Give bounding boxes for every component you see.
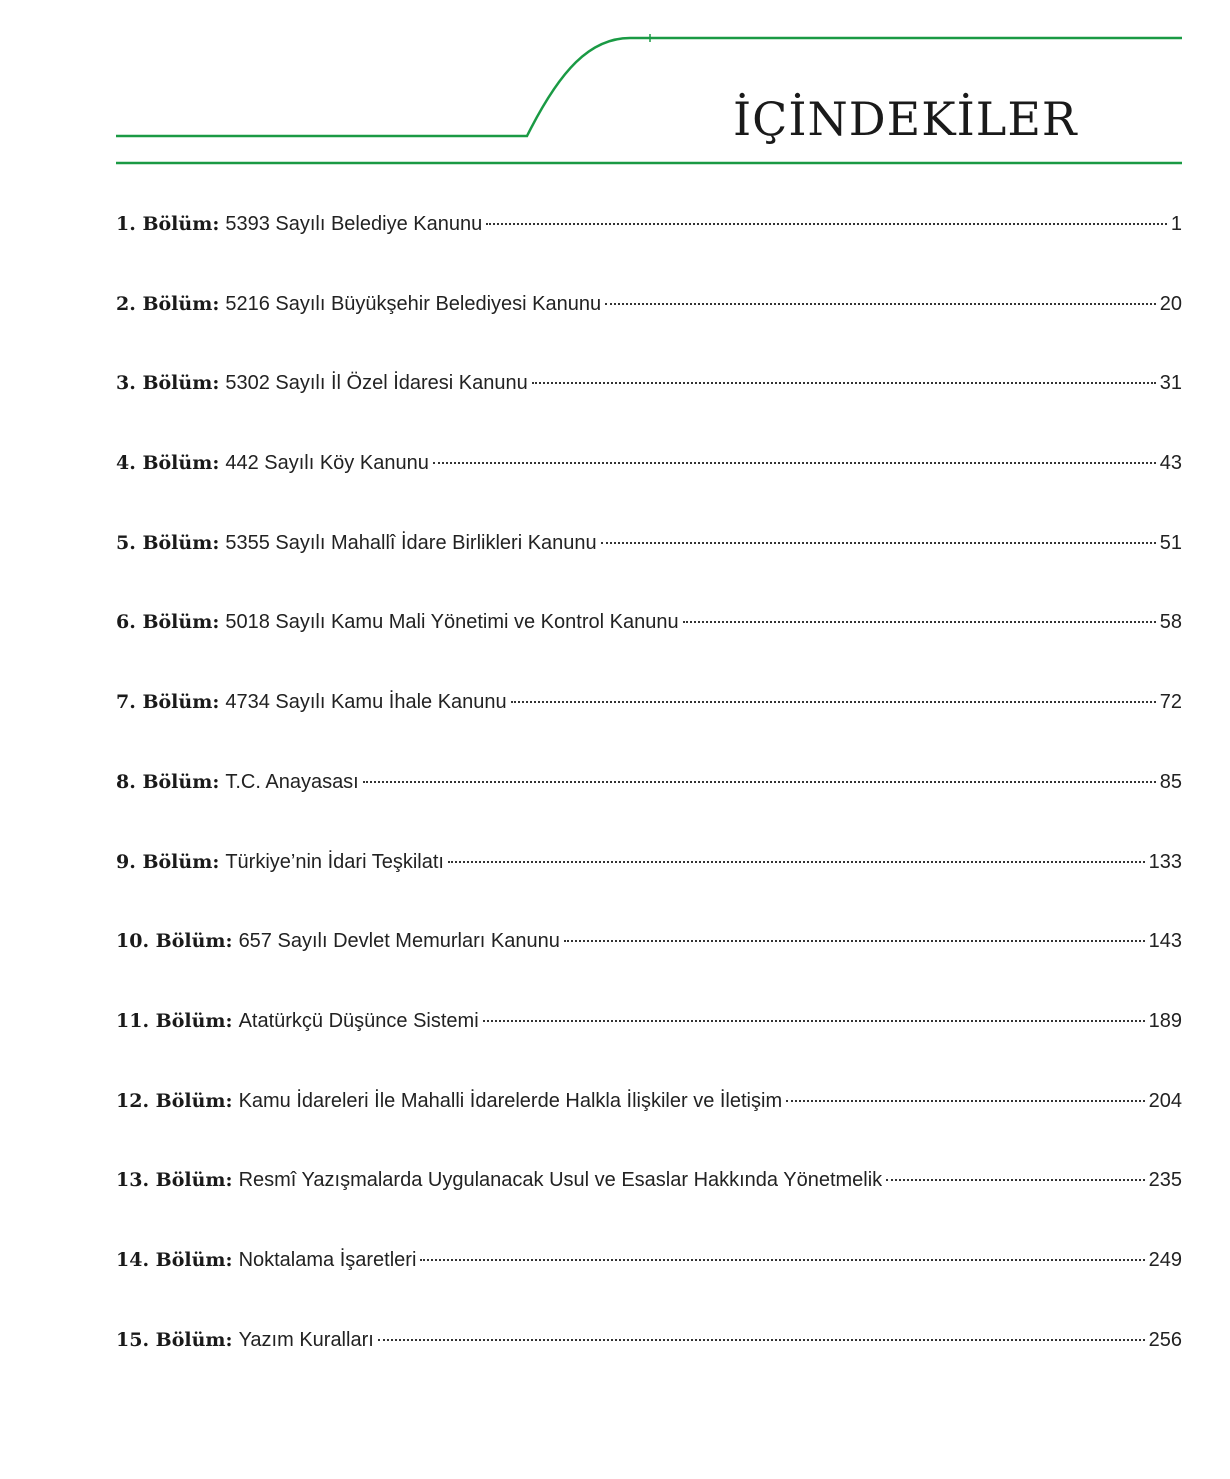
toc-entry-page: 1 [1170, 213, 1182, 235]
toc-entry[interactable] [116, 763, 1182, 843]
toc-entry-title: Yazım Kuralları [238, 1328, 374, 1351]
toc-leader-dots [363, 781, 1156, 783]
toc-entry-page: 72 [1159, 691, 1182, 714]
toc-entry-number: 1. Bölüm: [116, 213, 220, 235]
toc-entry-page: 143 [1148, 930, 1182, 953]
toc-entry-title: T.C. Anayasası [225, 770, 359, 793]
toc-entry-title: 5302 Sayılı İl Özel İdaresi Kanunu [225, 372, 528, 395]
toc-entry[interactable] [116, 1321, 1182, 1401]
toc-entry-number: 7. Bölüm: [116, 691, 220, 714]
toc-leader-dots [683, 621, 1156, 623]
toc-entry[interactable] [116, 1002, 1182, 1082]
toc-entry-number: 14. Bölüm: [116, 1248, 233, 1271]
toc-entry-title: 5393 Sayılı Belediye Kanunu [225, 213, 483, 235]
toc-entry-number: 15. Bölüm: [116, 1328, 233, 1351]
toc-entry-number: 9. Bölüm: [116, 850, 220, 873]
toc-leader-dots [886, 1179, 1144, 1181]
toc-entry-page: 235 [1148, 1169, 1182, 1192]
toc-entry[interactable] [116, 285, 1182, 365]
toc-entry-page: 249 [1148, 1248, 1182, 1271]
toc-entry-title: 5018 Sayılı Kamu Mali Yönetimi ve Kontrol Kanunu [225, 611, 679, 634]
toc-entry-page: 43 [1159, 452, 1182, 475]
toc-entry-title: Kamu İdareleri İle Mahalli İdarelerde Halkla İlişkiler ve İletişim [238, 1089, 783, 1112]
toc-entry-page: 85 [1159, 770, 1182, 793]
toc-entry[interactable] [116, 205, 1182, 285]
toc-entry-page: 133 [1148, 850, 1182, 873]
toc-entry-number: 12. Bölüm: [116, 1089, 233, 1112]
toc-entry-title: Noktalama İşaretleri [238, 1248, 417, 1271]
toc-entry-number: 11. Bölüm: [116, 1009, 233, 1032]
toc-entry-title: 4734 Sayılı Kamu İhale Kanunu [225, 691, 507, 714]
table-of-contents [116, 205, 1182, 1400]
toc-entry[interactable] [116, 1082, 1182, 1162]
toc-entry-page: 204 [1148, 1089, 1182, 1112]
toc-entry-number: 13. Bölüm: [116, 1169, 233, 1192]
toc-entry-title: Atatürkçü Düşünce Sistemi [238, 1009, 479, 1032]
toc-leader-dots [605, 303, 1156, 305]
toc-entry-page: 256 [1148, 1328, 1182, 1351]
toc-leader-dots [420, 1259, 1144, 1261]
toc-entry-number: 6. Bölüm: [116, 611, 220, 634]
toc-entry-number: 10. Bölüm: [116, 930, 233, 953]
toc-leader-dots [483, 1020, 1145, 1022]
toc-entry-number: 8. Bölüm: [116, 770, 220, 793]
toc-entry[interactable] [116, 1241, 1182, 1321]
toc-entry-title: Türkiye’nin İdari Teşkilatı [225, 850, 444, 873]
toc-entry-title: 5355 Sayılı Mahallî İdare Birlikleri Kanunu [225, 531, 597, 554]
toc-leader-dots [378, 1339, 1145, 1341]
toc-entry[interactable] [116, 1161, 1182, 1241]
toc-entry-page: 51 [1159, 531, 1182, 554]
toc-leader-dots [601, 542, 1156, 544]
toc-leader-dots [564, 940, 1145, 942]
toc-entry[interactable] [116, 364, 1182, 444]
header-decoration [0, 0, 1230, 180]
toc-leader-dots [511, 701, 1156, 703]
toc-entry-page: 58 [1159, 611, 1182, 634]
toc-entry[interactable] [116, 524, 1182, 604]
toc-leader-dots [433, 462, 1156, 464]
toc-entry-title: 657 Sayılı Devlet Memurları Kanunu [238, 930, 560, 953]
toc-entry-number: 3. Bölüm: [116, 372, 220, 395]
toc-entry[interactable] [116, 843, 1182, 923]
toc-entry-title: 5216 Sayılı Büyükşehir Belediyesi Kanunu [225, 292, 602, 315]
toc-entry[interactable] [116, 444, 1182, 524]
toc-entry-title: Resmî Yazışmalarda Uygulanacak Usul ve Esaslar Hakkında Yönetmelik [238, 1169, 883, 1192]
page-title: İÇİNDEKİLER [733, 92, 1078, 146]
toc-entry-number: 2. Bölüm: [116, 292, 220, 315]
toc-entry[interactable] [116, 603, 1182, 683]
toc-entry[interactable] [116, 922, 1182, 1002]
toc-leader-dots [448, 861, 1145, 863]
toc-entry-page: 189 [1148, 1009, 1182, 1032]
toc-leader-dots [532, 382, 1156, 384]
toc-entry-number: 4. Bölüm: [116, 452, 220, 475]
toc-entry-page: 31 [1159, 372, 1182, 395]
toc-leader-dots [786, 1100, 1145, 1102]
toc-leader-dots [486, 223, 1167, 225]
toc-entry-page: 20 [1159, 292, 1182, 315]
toc-entry-number: 5. Bölüm: [116, 531, 220, 554]
toc-entry-title: 442 Sayılı Köy Kanunu [225, 452, 429, 475]
toc-entry[interactable] [116, 683, 1182, 763]
